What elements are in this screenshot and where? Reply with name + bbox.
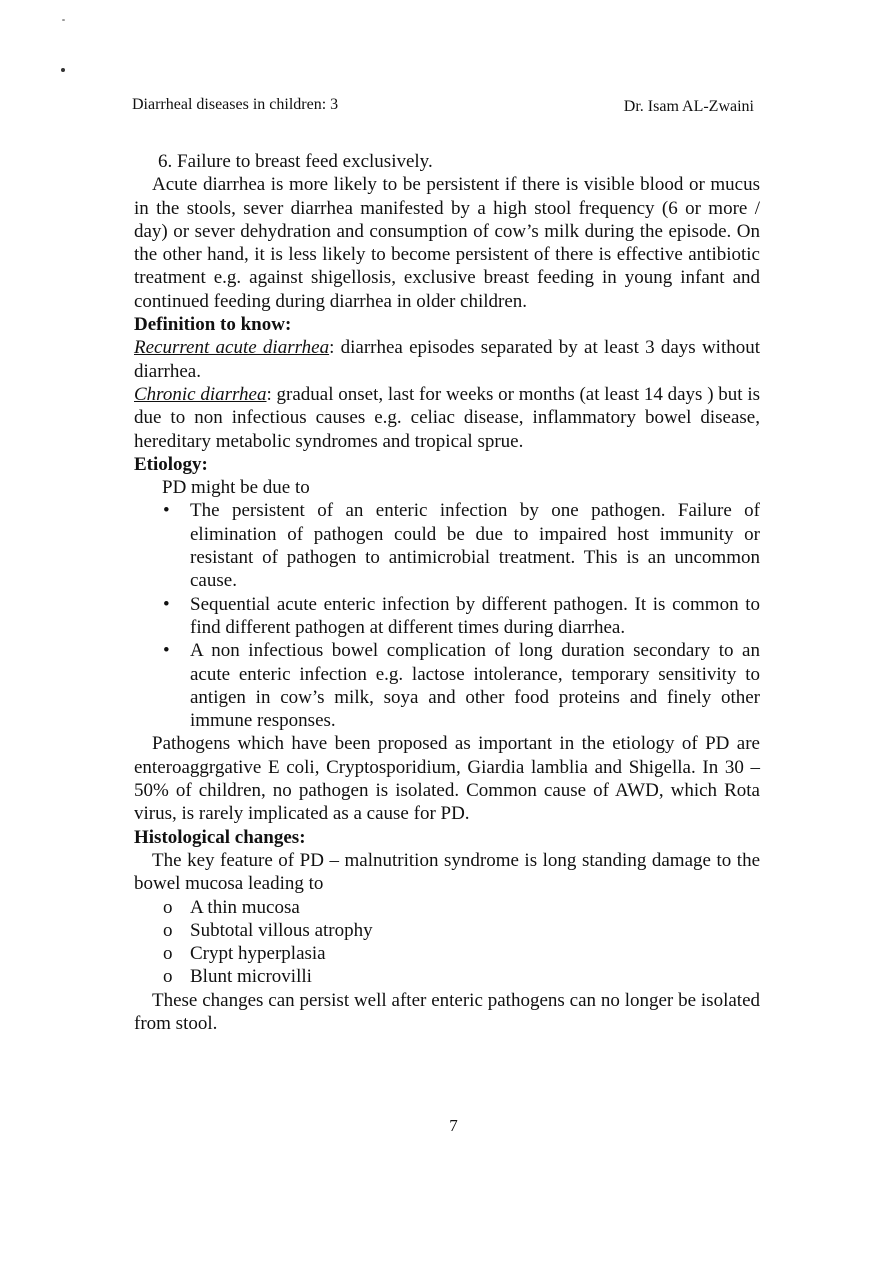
recurrent-term: Recurrent acute diarrhea xyxy=(134,337,330,359)
list-item: • The persistent of an enteric infection by one pathogen. Failure of elimination of pathogen could be due to impaired host immunity or resistant of pathogen to antimicrobial treatment. This is an uncommon cause. xyxy=(190,499,760,592)
list-item-6: 6. Failure to breast feed exclusively. xyxy=(158,151,433,172)
definition-heading: Definition to know: xyxy=(134,314,292,336)
list-item: o Blunt microvilli xyxy=(190,965,760,988)
page-body xyxy=(134,150,760,1035)
histology-list xyxy=(134,896,760,989)
scan-speck xyxy=(62,19,65,21)
scan-speck xyxy=(61,68,65,72)
list-item: o A thin mucosa xyxy=(190,896,760,919)
chronic-text: : gradual onset, last for weeks or months (at least 14 days ) but is due to non infectious causes e.g. celiac disease, inflammatory bowel disease, hereditary metabolic syndromes and tropical sprue. xyxy=(134,383,761,452)
histology-heading: Histological changes: xyxy=(134,826,306,848)
histology-intro: The key feature of PD – malnutrition syndrome is long standing damage to the bowel mucosa leading to xyxy=(134,849,760,895)
persistence-paragraph: Acute diarrhea is more likely to be persistent if there is visible blood or mucus in the stools, sever diarrhea manifested by a high stool frequency (6 or more / day) or sever dehydration and consumption of cow’s milk during the episode. On the other hand, it is less likely to become persistent of there is effective antibiotic treatment e.g. against shigellosis, exclusive breast feeding in young infant and continued feeding during diarrhea in older children. xyxy=(134,174,760,312)
page-number: 7 xyxy=(449,1116,458,1135)
etiology-intro: PD might be due to xyxy=(162,477,310,499)
etiology-heading: Etiology: xyxy=(134,453,208,475)
header-title: Diarrheal diseases in children: 3 xyxy=(132,96,339,113)
etiology-list xyxy=(134,499,760,732)
list-item: o Subtotal villous atrophy xyxy=(190,919,760,942)
pathogens-paragraph: Pathogens which have been proposed as important in the etiology of PD are enteroaggrgative E coli, Cryptosporidium, Giardia lamblia and Shigella. In 30 – 50% of children, no pathogen is isolated. Common cause of AWD, which Rota virus, is rarely implicated as a cause for PD. xyxy=(134,733,760,825)
list-item: o Crypt hyperplasia xyxy=(190,942,760,965)
histology-closing: These changes can persist well after enteric pathogens can no longer be isolated from stool. xyxy=(134,989,760,1034)
list-item: • Sequential acute enteric infection by different pathogen. It is common to find different pathogen at different times during diarrhea. xyxy=(190,593,760,640)
recurrent-definition xyxy=(134,336,760,383)
chronic-definition xyxy=(134,383,760,453)
header-author: Dr. Isam AL-Zwaini xyxy=(623,98,754,115)
recurrent-text: : diarrhea episodes separated by at least 3 days without diarrhea. xyxy=(134,337,760,382)
running-header xyxy=(132,96,754,120)
list-item: • A non infectious bowel complication of long duration secondary to an acute enteric infection e.g. lactose intolerance, temporary sensitivity to antigen in cow’s milk, soya and other food proteins and finely other immune responses. xyxy=(190,639,760,732)
chronic-term: Chronic diarrhea xyxy=(134,383,267,405)
